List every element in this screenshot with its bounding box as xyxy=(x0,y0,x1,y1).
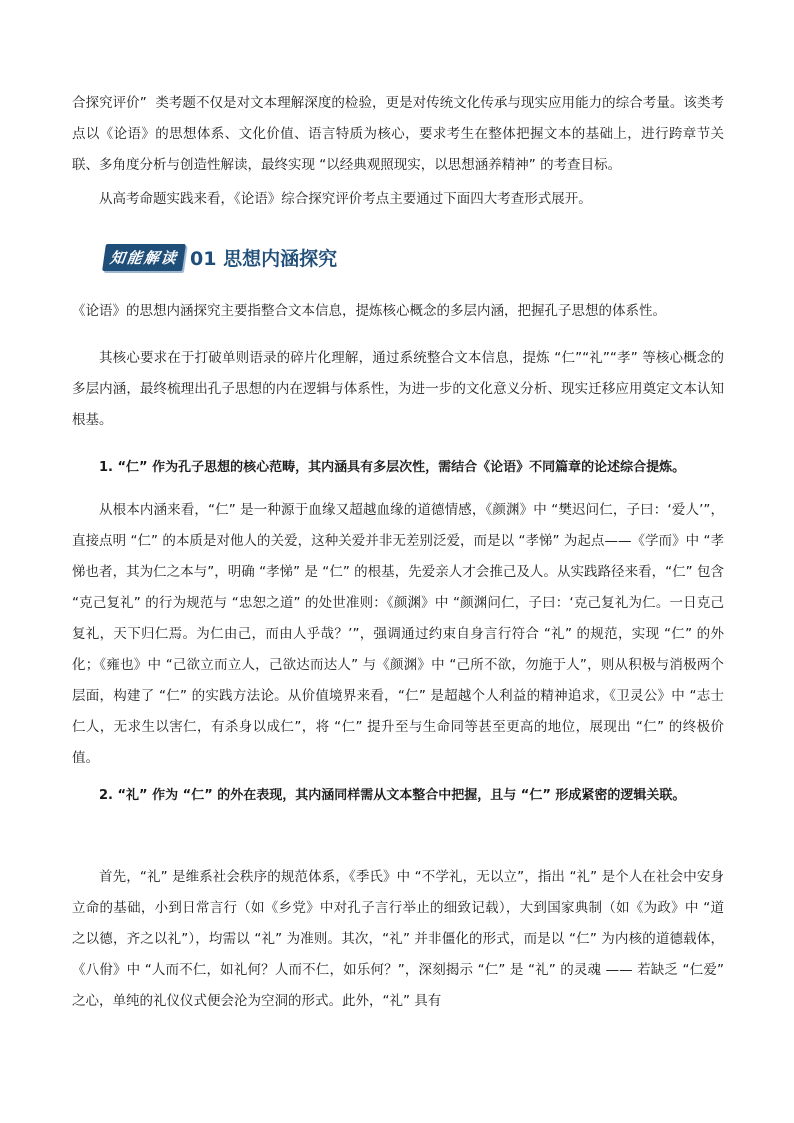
paragraph-1-text: 《论语》的思想内涵探究主要指整合文本信息，提炼核心概念的多层内涵，把握孔子思想的体系性。 xyxy=(72,303,666,319)
paragraph-4-text: 首先，“礼” 是维系社会秩序的规范体系，《季氏》中 “不学礼，无以立”，指出 “礼” 是个人在社会中安身立命的基础，小到日常言行（如《乡党》中对孔子言行举止的细致记载），大到国家典制（如《为政》中 “道之以德，齐之以礼”），均需以 “礼” 为准则。其次，“礼” 并非僵化的形式，而是以 “仁” 为内核的道德载体，《八佾》中 “人而不仁，如礼何？人而不仁，如乐何？”，深刻揭示 “仁” 是 “礼” 的灵魂 —— 若缺乏 “仁爱” 之心，单纯的礼仪仪式便会沦为空洞的形式。此外，“礼” 具有 xyxy=(72,869,729,1009)
practice-text: 从高考命题实践来看，《论语》综合探究评价考点主要通过下面四大考查形式展开。 xyxy=(99,191,592,207)
paragraph-1 xyxy=(72,296,724,327)
point-1 xyxy=(72,452,724,483)
section-heading xyxy=(104,240,337,274)
paragraph-3 xyxy=(72,495,729,774)
point-2-text: 2. “礼” 作为 “仁” 的外在表现，其内涵同样需从文本整合中把握，且与 “仁” 形成紧密的逻辑关联。 xyxy=(99,788,686,803)
paragraph-2 xyxy=(72,343,724,436)
point-2 xyxy=(72,780,724,811)
point-1-text: 1. “仁” 作为孔子思想的核心范畴，其内涵具有多层次性，需结合《论语》不同篇章的论述综合提炼。 xyxy=(99,460,686,475)
paragraph-4 xyxy=(72,862,729,1017)
paragraph-2-text: 其核心要求在于打破单则语录的碎片化理解，通过系统整合文本信息，提炼 “仁”“礼”“孝” 等核心概念的多层内涵，最终梳理出孔子思想的内在逻辑与体系性，为进一步的文化意义分析、现实迁移应用奠定文本认知根基。 xyxy=(72,350,724,428)
paragraph-3-text: 从根本内涵来看，“仁” 是一种源于血缘又超越血缘的道德情感，《颜渊》中 “樊迟问仁，子曰：‘爱人’”，直接点明 “仁” 的本质是对他人的关爱，这种关爱并非无差别泛爱，而是以 “孝悌” 为起点——《学而》中 “孝悌也者，其为仁之本与”，明确 “孝悌” 是 “仁” 的根基，先爱亲人才会推己及人。从实践路径来看，“仁” 包含 “克己复礼” 的行为规范与 “忠恕之道” 的处世准则：《颜渊》中 “颜渊问仁，子曰：‘克己复礼为仁。一日克己复礼，天下归仁焉。为仁由己，而由人乎哉？’”，强调通过约束自身言行符合 “礼” 的规范，实现 “仁” 的外化；《雍也》中 “己欲立而立人，己欲达而达人” 与《颜渊》中 “己所不欲，勿施于人”，则从积极与消极两个层面，构建了 “仁” 的实践方法论。从价值境界来看，“仁” 是超越个人利益的精神追求，《卫灵公》中 “志士仁人，无求生以害仁，有杀身以成仁”，将 “仁” 提升至与生命同等甚至更高的地位，展现出 “仁” 的终极价值。 xyxy=(72,502,729,766)
knowledge-badge: 知能解读 xyxy=(102,244,186,271)
intro-text: 合探究评价” 类考题不仅是对文本理解深度的检验，更是对传统文化传承与现实应用能力的综合考量。该类考点以《论语》的思想体系、文化价值、语言特质为核心，要求考生在整体把握文本的基础上，进行跨章节关联、多角度分析与创造性解读，最终实现 “以经典观照现实，以思想涵养精神” 的考查目标。 xyxy=(72,95,724,173)
intro-paragraph xyxy=(72,88,724,181)
section-title: 01 思想内涵探究 xyxy=(190,247,338,270)
practice-paragraph xyxy=(72,184,724,215)
